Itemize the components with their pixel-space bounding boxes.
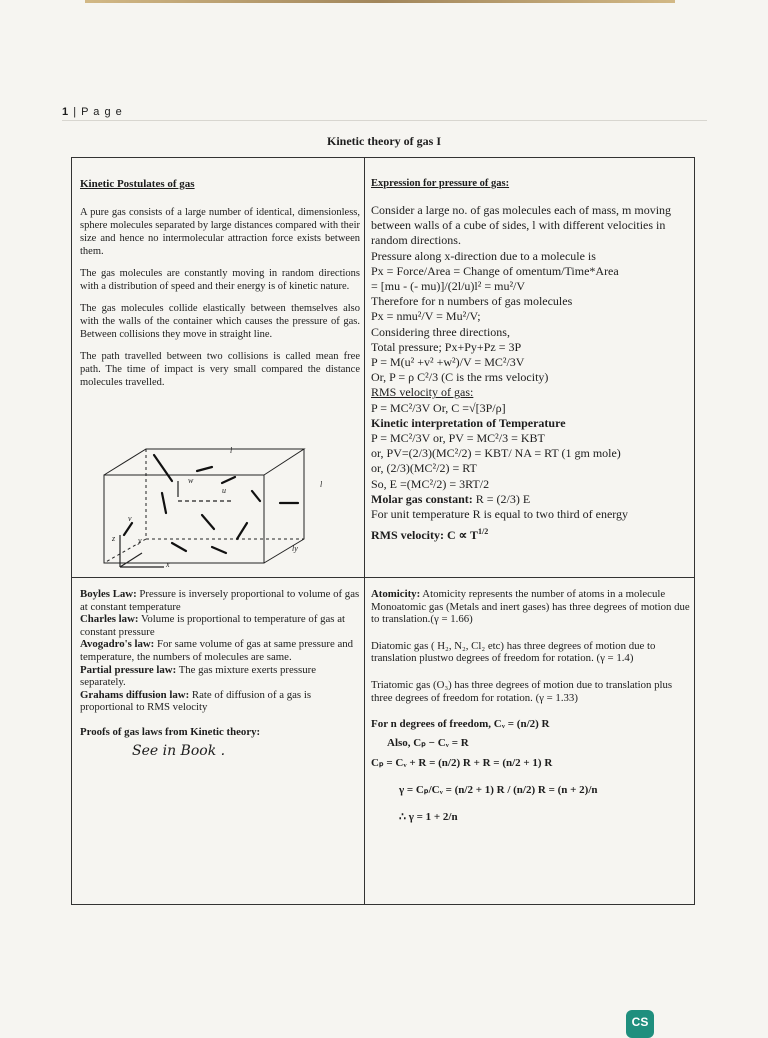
rms-heading: RMS velocity of gas: [371, 385, 474, 400]
page-title: Kinetic theory of gas I [327, 134, 441, 148]
label-z: z [112, 534, 116, 543]
label-v: v [128, 514, 132, 523]
camscanner-logo: CS [626, 1010, 654, 1038]
pressure-line-7: Considering three directions, [371, 324, 510, 339]
law-text: Volume is proportional to temperature of gas at constant pressure [80, 613, 345, 638]
law-charles [80, 613, 360, 638]
page-number [62, 106, 123, 118]
notes-table [71, 157, 695, 905]
formula-cp: Cₚ = Cᵥ + R = (n/2) R + R = (n/2 + 1) R [371, 757, 553, 770]
pressure-cell [371, 174, 691, 543]
gas-laws-cell [80, 580, 360, 759]
kinetic-line-4: So, E =(MC²/2) = 3RT/2 [371, 476, 490, 491]
postulate-1: A pure gas consists of a large number of identical, dimensionless, sphere molecules separated by large distances compared with their size and hence no intermolecular attraction force exists between them. [80, 207, 360, 257]
molar-value: R = (2/3) E [475, 491, 531, 506]
kinetic-line-3: or, (2/3)(MC²/2) = RT [371, 461, 477, 476]
postulate-4: The path travelled between two collisions is called mean free path. The time of impact is very small compared the distance molecules travelled. [80, 351, 360, 388]
formula-gamma: γ = Cₚ/Cᵥ = (n/2 + 1) R / (n/2) R = (n + 2)/n [399, 783, 598, 796]
pressure-line-5: Therefore for n numbers of gas molecules [371, 294, 573, 309]
label-ly: ly [292, 544, 298, 553]
atomicity-label: Atomicity: [371, 588, 421, 600]
cube-top-face [104, 449, 304, 475]
formula-gamma-result: ∴ γ = 1 + 2/n [399, 810, 458, 823]
law-avogadro [80, 638, 360, 663]
postulate-3: The gas molecules collide elastically between themselves also with the walls of the container which causes the pressure of gas. Between collisions they move in straight line. [80, 303, 360, 340]
pressure-line-3: Px = Force/Area = Change of omentum/Time*Area [371, 263, 619, 278]
kinetic-temperature-heading: Kinetic interpretation of Temperature [371, 415, 566, 430]
kinetic-line-2: or, PV=(2/3)(MC²/2) = KBT/ NA = RT (1 gm mole) [371, 446, 621, 461]
atomicity-text: Atomicity represents the number of atoms in a molecule [422, 588, 666, 600]
unit-temperature-note: For unit temperature R is equal to two third of energy [371, 507, 629, 522]
diatomic-gas: Diatomic gas ( H₂, N₂, Cl₂ etc) has three degrees of motion due to translation plustwo degrees of freedom for rotation. (γ = 1.4) [371, 639, 656, 665]
law-text: Pressure is inversely proportional to volume of gas at constant temperature [80, 588, 360, 613]
page-number-value: 1 [62, 106, 70, 118]
law-text: The gas mixture exerts pressure separately. [80, 663, 316, 689]
pressure-line-10: Or, P = ρ C²/3 (C is the rms velocity) [371, 370, 549, 385]
law-text: Rate of diffusion of a gas is proportional to RMS velocity [80, 688, 312, 714]
law-name: Partial pressure law: [80, 663, 177, 676]
atomicity-cell [371, 580, 691, 823]
law-partial-pressure [80, 664, 360, 689]
label-u: u [222, 486, 226, 495]
handwritten-note: See in Book . [132, 742, 226, 759]
pressure-line-6: Px = nmu²/V = Mu²/V; [371, 309, 481, 324]
law-graham [80, 689, 360, 714]
law-name: Boyles Law: [80, 588, 137, 600]
law-boyle [80, 588, 360, 613]
gas-cube-figure [102, 443, 352, 568]
rms-velocity-relation [371, 524, 691, 543]
pressure-line-9: P = M(u² +v² +w²)/V = MC²/3V [371, 355, 525, 370]
law-text: For same volume of gas at same pressure and temperature, the numbers of molecules are same. [80, 638, 354, 663]
label-x: x [166, 560, 170, 568]
label-l-top: l [230, 446, 233, 455]
pressure-heading: Expression for pressure of gas: [371, 178, 510, 189]
rms-velocity-label: RMS velocity: C ∝ T [371, 528, 479, 543]
pressure-line-4: = [mu - (- mu)]/(2l/u)l² = mu²/V [371, 279, 526, 294]
law-name: Grahams diffusion law: [80, 688, 190, 701]
column-divider [364, 158, 365, 904]
rms-line: P = MC²/3V Or, C =√[3P/ρ] [371, 400, 506, 415]
monoatomic-gas: Monoatomic gas (Metals and inert gases) has three degrees of motion due to translation.(γ = 1.66) [371, 600, 690, 626]
label-l-side: l [320, 480, 323, 489]
rms-velocity-exponent: 1/2 [478, 527, 489, 537]
page-label: | P a g e [73, 106, 123, 118]
postulates-cell [80, 174, 360, 398]
law-name: Avogadro's law: [80, 638, 155, 651]
pressure-line-1: Consider a large no. of gas molecules each of mass, m moving between walls of a cube of sides, l with different velocities in random directions. [371, 203, 672, 248]
pressure-line-8: Total pressure; Px+Py+Pz = 3P [371, 339, 522, 354]
postulate-2: The gas molecules are constantly moving in random directions with a distribution of speed and their energy is of kinetic nature. [80, 268, 360, 292]
law-name: Charles law: [80, 613, 139, 626]
top-edge-band [85, 0, 675, 3]
formula-cp-minus-cv: Also, Cₚ − Cᵥ = R [387, 736, 469, 749]
cube-side-face [264, 449, 304, 563]
row-divider [72, 577, 694, 578]
molar-label: Molar gas constant: [371, 491, 473, 506]
label-w: w [188, 476, 194, 485]
kinetic-line-1: P = MC²/3V or, PV = MC²/3 = KBT [371, 431, 545, 446]
triatomic-gas: Triatomic gas (O₃) has three degrees of motion due to translation plus three degrees of freedom for rotation. (γ = 1.33) [371, 678, 673, 704]
axes [120, 481, 232, 567]
atomicity-definition [371, 588, 691, 601]
header-rule [62, 120, 707, 121]
pressure-line-2: Pressure along x-direction due to a molecule is [371, 248, 596, 263]
molar-gas-constant [371, 492, 691, 507]
formula-cv: For n degrees of freedom, Cᵥ = (n/2) R [371, 718, 550, 731]
postulates-heading: Kinetic Postulates of gas [80, 178, 195, 190]
label-y: y [138, 536, 142, 545]
proofs-heading: Proofs of gas laws from Kinetic theory: [80, 725, 261, 738]
